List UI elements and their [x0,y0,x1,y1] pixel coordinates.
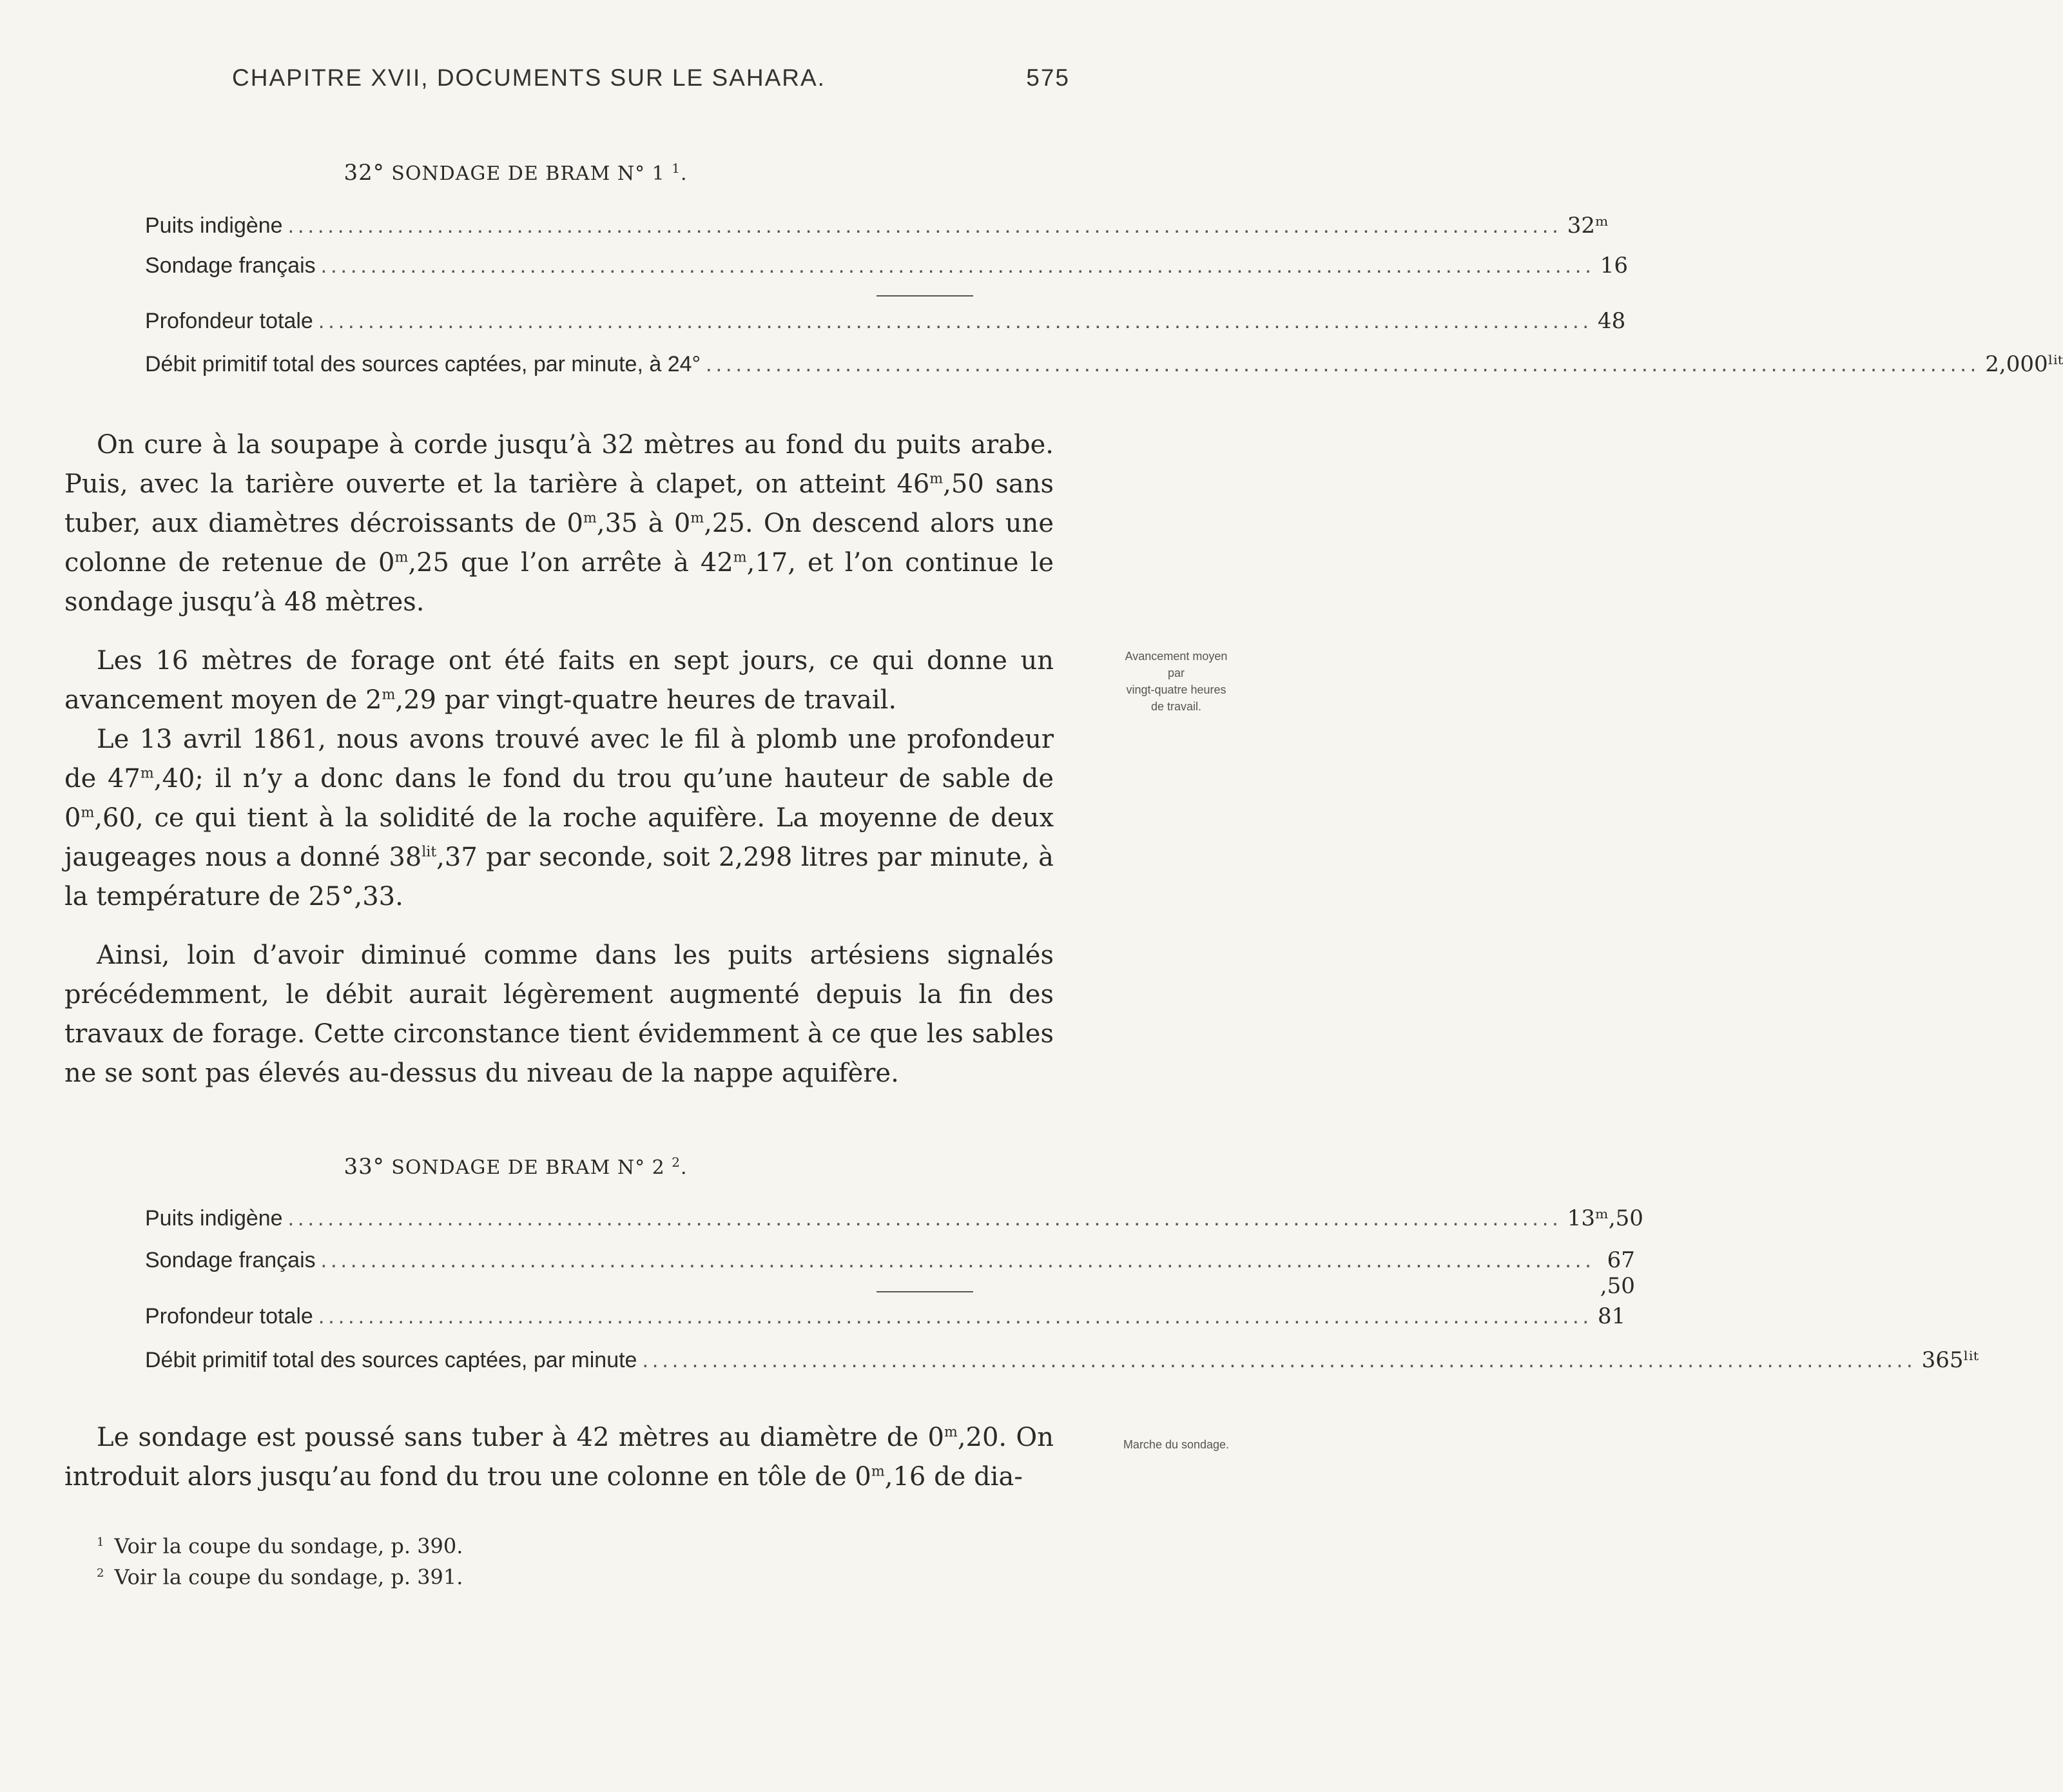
dot-leader: ................................................................................................................................ [320,253,1595,278]
sum-rule [877,295,973,297]
paragraph-1: On cure à la soupape à corde jusqu’à 32 mètres au fond du puits arabe. Puis, avec la tarière ouverte et la tarière à clapet, on atteint 46$^m$,50 sans tuber, aux diamètres décroissants de 0$^m$,35 à 0$^m$,25. On descend alors une colonne de retenue de 0$^m$,25 que l’on arrête à 42$^m$,17, et l’on continue le sondage jusqu’à 48 mètres. [64,430,1054,617]
paragraph-4: Ainsi, loin d’avoir diminué comme dans les puits artésiens signalés précédemment, le débit aurait légèrement augmenté depuis la fin des travaux de forage. Cette circonstance tient évidemment à ce que les sables ne se sont pas élevés au-dessus du niveau de la nappe aquifère. [64,940,1054,1088]
dot-leader: ................................................................................................................................ [706,352,1981,376]
dot-leader: ................................................................................................................................ [287,1206,1562,1231]
table-row: Profondeur totale ................................................................................................................................ 81 [145,1303,1626,1329]
dot-leader: ................................................................................................................................ [318,1304,1593,1329]
footnote: $^2$ Voir la coupe du sondage, p. 391. [97,1564,463,1590]
paragraph-2: Les 16 mètres de forage ont été faits en sept jours, ce qui donne un avancement moyen de 2$^m$,29 par vingt-quatre heures de travail. [64,646,1054,715]
dot-leader: ................................................................................................................................ [287,213,1562,238]
page-number: 575 [1026,64,1070,91]
margin-note-march: Marche du sondage. [1123,1438,1230,1451]
table-row: Sondage français ................................................................................................................................ 16 [145,253,1629,278]
table-row: Puits indigène ................................................................................................................................ 13ᵐ,50 [145,1205,1643,1231]
paragraph-5: Le sondage est poussé sans tuber à 42 mètres au diamètre de 0$^m$,20. On introduit alors jusqu’au fond du trou une colonne en tôle de 0$^m$,16 de dia- [64,1423,1054,1492]
table-row: Profondeur totale ................................................................................................................................ 48 [145,308,1626,334]
dot-leader: ................................................................................................................................ [318,309,1593,333]
table-row: Débit primitif total des sources captées, par minute, à 24° ................................................................................................................................ 2,000ˡⁱᵗ [145,351,2063,377]
table-row: Puits indigène ................................................................................................................................ 32ᵐ [145,213,1609,239]
paragraph-3: Le 13 avril 1861, nous avons trouvé avec le fil à plomb une profondeur de 47$^m$,40; il n’y a donc dans le fond du trou qu’une hauteur de sable de 0$^m$,60, ce qui tient à la solidité de la roche aquifère. La moyenne de deux jaugeages nous a donné $38^{lit},37$ par seconde, soit 2,298 litres par minute, à la température de 25°,33. [64,725,1054,911]
section-title-32: 32° SONDAGE DE BRAM N° 1 $^1$. [344,160,688,186]
footnote: $^1$ Voir la coupe du sondage, p. 390. [97,1534,463,1559]
sum-rule [877,1291,973,1292]
running-head [232,64,1070,92]
margin-note-advance: Avancement moyen par vingt-quatre heures de travail. [1125,650,1228,713]
footnote-ref: 1 [672,161,681,176]
footnote-ref: 2 [672,1154,681,1170]
dot-leader: ................................................................................................................................ [642,1348,1917,1372]
chapter-title: CHAPITRE XVII, DOCUMENTS SUR LE SAHARA. [232,64,826,91]
section-title-33: 33° SONDAGE DE BRAM N° 2 $^2$. [344,1154,688,1180]
table-row: Sondage français ................................................................................................................................ 67 ,50 [145,1247,1635,1299]
dot-leader: ................................................................................................................................ [320,1248,1595,1272]
table-row: Débit primitif total des sources captées, par minute ................................................................................................................................ 365ˡⁱᵗ [145,1347,1979,1373]
